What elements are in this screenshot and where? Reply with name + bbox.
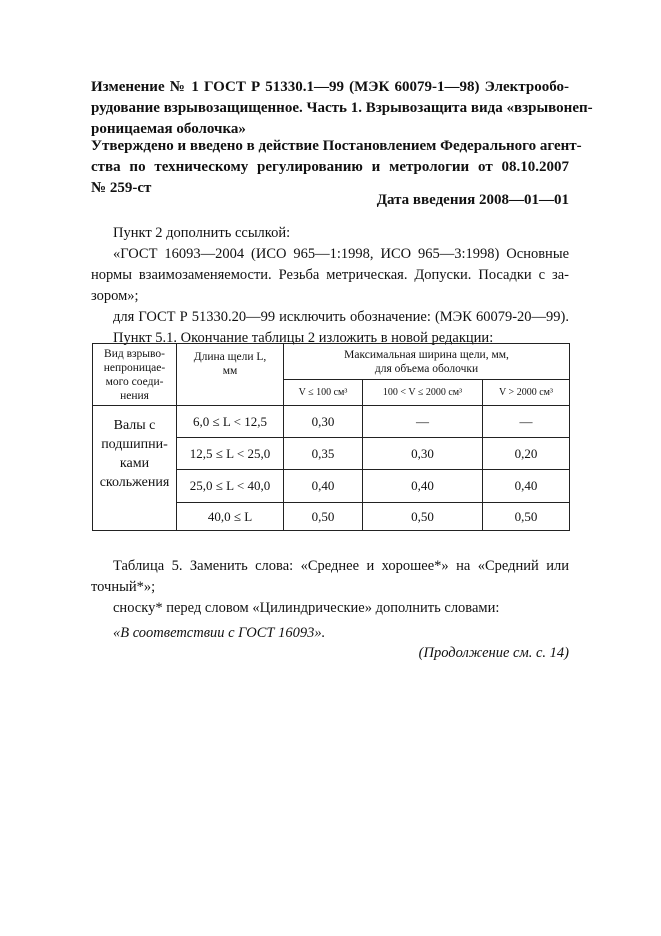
- amendment-text-2: [91, 556, 569, 644]
- header-text: непроницае-: [103, 361, 166, 374]
- paragraph: нормы взаимозаменяемости. Резьба метрическая. Допуски. Посадки с за-: [91, 267, 569, 283]
- joint-type-text: Валы с: [113, 418, 156, 433]
- header-joint-type: [93, 344, 177, 406]
- table-cell-value: 0,50: [363, 503, 483, 531]
- approval-line: № 259-ст: [91, 180, 152, 196]
- continuation-note: (Продолжение см. с. 14): [418, 645, 569, 661]
- header-text: мм: [222, 365, 238, 377]
- table-cell-value: 0,40: [284, 470, 363, 503]
- table-cell-length: 6,0 ≤ L < 12,5: [177, 406, 284, 438]
- heading-line: Изменение № 1 ГОСТ Р 51330.1—99 (МЭК 60079-1—98) Электрообо-: [91, 79, 569, 95]
- paragraph: сноску* перед словом «Цилиндрические» дополнить словами:: [113, 600, 500, 616]
- heading-line: рудование взрывозащищенное. Часть 1. Взрывозащита вида «взрывонеп-: [91, 100, 593, 116]
- header-text: Вид взрыво-: [104, 347, 165, 360]
- approval-line: ства по техническому регулированию и метрологии от 08.10.2007: [91, 159, 569, 175]
- header-text: мого соеди-: [105, 375, 164, 388]
- header-text: для объема оболочки: [374, 362, 479, 375]
- table-cell-value: 0,35: [284, 438, 363, 470]
- joint-type-cell: [93, 406, 177, 531]
- table-cell-value: 0,50: [483, 503, 570, 531]
- paragraph: Пункт 2 дополнить ссылкой:: [113, 225, 291, 241]
- table-cell-value: 0,40: [483, 470, 570, 503]
- header-text: Длина щели L,: [193, 351, 267, 363]
- table-cell-value: 0,40: [363, 470, 483, 503]
- heading-line: роницаемая оболочка»: [91, 121, 246, 137]
- table-cell-value: —: [363, 406, 483, 438]
- table-cell-value: 0,30: [284, 406, 363, 438]
- paragraph: «В соответствии с ГОСТ 16093».: [113, 625, 326, 641]
- joint-type-text: ками: [119, 456, 150, 471]
- amendment-heading: [91, 77, 593, 140]
- approval-line: Утверждено и введено в действие Постановлением Федерального агент-: [91, 138, 582, 154]
- paragraph: Пункт 5.1. Окончание таблицы 2 изложить в новой редакции:: [113, 330, 494, 346]
- joint-type-text: подшипни-: [101, 437, 168, 452]
- header-text: нения: [120, 389, 149, 402]
- table-cell-length: 40,0 ≤ L: [177, 503, 284, 531]
- paragraph: для ГОСТ Р 51330.20—99 исключить обозначение: (МЭК 60079-20—99).: [113, 309, 569, 325]
- table-cell-value: 0,30: [363, 438, 483, 470]
- paragraph: зором»;: [91, 288, 139, 304]
- table-cell-value: 0,50: [284, 503, 363, 531]
- header-gap-length: [177, 344, 284, 406]
- table-cell-value: 0,20: [483, 438, 570, 470]
- joint-type-text: скольжения: [99, 475, 170, 490]
- table-cell-length: 25,0 ≤ L < 40,0: [177, 470, 284, 503]
- header-volume-medium: 100 < V ≤ 2000 см³: [363, 380, 483, 406]
- introduction-date: Дата введения 2008—01—01: [376, 192, 569, 208]
- header-text: Максимальная ширина щели, мм,: [344, 348, 509, 361]
- paragraph: точный*»;: [91, 579, 156, 595]
- gap-width-table: [92, 343, 570, 531]
- table-cell-value: —: [483, 406, 570, 438]
- paragraph: «ГОСТ 16093—2004 (ИСО 965—1:1998, ИСО 965—3:1998) Основные: [113, 246, 569, 262]
- header-volume-large: V > 2000 см³: [483, 380, 570, 406]
- table-cell-length: 12,5 ≤ L < 25,0: [177, 438, 284, 470]
- approval-statement: [91, 136, 582, 199]
- header-volume-small: V ≤ 100 см³: [284, 380, 363, 406]
- paragraph: Таблица 5. Заменить слова: «Среднее и хорошее*» на «Средний или: [113, 558, 569, 574]
- header-max-width: [284, 344, 570, 380]
- amendment-text-1: [91, 223, 569, 349]
